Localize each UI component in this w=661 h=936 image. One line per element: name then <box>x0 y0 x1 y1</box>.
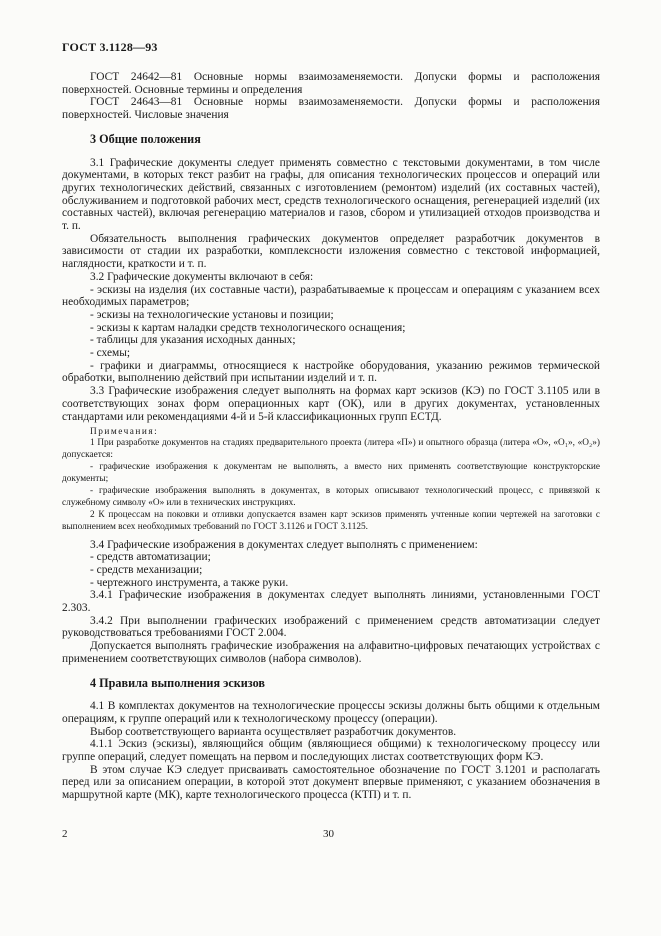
section-4-heading: 4 Правила выполнения эскизов <box>90 675 265 690</box>
paragraph-allowance: Допускается выполнять графические изображения на алфавитно-цифровых печатающих устройствах с применением соответствующих символов (набора символов). <box>62 640 600 665</box>
list-item: - таблицы для указания исходных данных; <box>90 334 296 347</box>
note-item: - графические изображения выполнять в документах, в которых описывают технологический процесс, с привязкой к служебному символу «О» или в технических инструкциях. <box>62 485 600 508</box>
paragraph-choice: Выбор соответствующего варианта осуществляет разработчик документов. <box>90 725 457 738</box>
list-item: - эскизы к картам наладки средств технологического оснащения; <box>90 321 406 334</box>
reference-gost-24642: ГОСТ 24642—81 Основные нормы взаимозаменяемости. Допуски формы и расположения поверхностей. Основные термины и определения <box>62 71 600 96</box>
paragraph-3-4: 3.4 Графические изображения в документах следует выполнять с применением: <box>90 538 478 551</box>
paragraph-3-4-1: 3.4.1 Графические изображения в документах следует выполнять линиями, установленными ГОСТ 2.303. <box>62 589 600 615</box>
reference-gost-24643: ГОСТ 24643—81 Основные нормы взаимозаменяемости. Допуски формы и расположения поверхностей. Числовые значения <box>62 96 600 122</box>
paragraph-4-1-1: 4.1.1 Эскиз (эскизы), являющийся общим (являющиеся общими) к технологическому процессу или группе операций, следует помещать на первом и последующих листах соответствующих форм КЭ. <box>62 738 600 764</box>
list-item: - чертежного инструмента, а также руки. <box>90 576 289 589</box>
list-item: - средств автоматизации; <box>90 551 211 564</box>
paragraph-3-4-2: 3.4.2 При выполнении графических изображений с применением средств автоматизации следует руководствоваться требованиями ГОСТ 2.004. <box>62 614 600 640</box>
list-item: - эскизы на технологические установы и позиции; <box>90 308 334 321</box>
list-item: - схемы; <box>90 347 131 360</box>
section-3-heading: 3 Общие положения <box>90 131 201 146</box>
paragraph-3-3: 3.3 Графические изображения следует выполнять на формах карт эскизов (КЭ) по ГОСТ 3.1105 или в соответствующих зонах форм операционных карт (ОК), или в других документах, установленных стандартами или рекомендациями 4-й и 5-й классификационных групп ЕСТД. <box>62 385 600 423</box>
page-number: 2 <box>62 828 68 840</box>
list-item: - средств механизации; <box>90 563 203 576</box>
paragraph-4-1: 4.1 В комплектах документов на технологические процессы эскизы должны быть общими к отдельным операциям, к группе операций или к технологическому процессу (операции). <box>62 700 600 725</box>
list-item: - графики и диаграммы, относящиеся к настройке оборудования, указанию режимов термической обработки, выполнению действий при испытании изделий и т. п. <box>62 359 600 385</box>
note-item: 1 При разработке документов на стадиях предварительного проекта (литера «П») и опытного образца (литера «О», «О₁», «О₂») допускается: <box>62 438 600 461</box>
page-header: ГОСТ 3.1128—93 <box>62 40 158 54</box>
sheet-number: 30 <box>323 828 334 840</box>
paragraph-obligation: Обязательность выполнения графических документов определяет разработчик документов в зависимости от стадии их разработки, комплексности изложения совместно с текстовой информацией, наглядности, краткости и т. п. <box>62 232 600 271</box>
notes-title: Примечания: <box>90 427 159 438</box>
main-content <box>62 71 600 802</box>
paragraph-designation: В этом случае КЭ следует присваивать самостоятельное обозначение по ГОСТ 3.1201 и располагать перед или за описанием операции, в которой этот документ впервые применяют, с указанием обозначения в маршрутной карте (МК), карте технологического процесса (КТП) и т. п. <box>62 763 600 802</box>
note-item: - графические изображения к документам не выполнять, а вместо них применять соответствующие конструкторские документы; <box>62 462 600 484</box>
note-item: 2 К процессам на поковки и отливки допускается взамен карт эскизов применять учтенные копии чертежей на заготовки с выполнением всех необходимых требований по ГОСТ 3.1126 и ГОСТ 3.1125. <box>62 509 600 532</box>
list-item: - эскизы на изделия (их составные части), разрабатываемые к процессам и операциям с указанием всех необходимых параметров; <box>62 283 600 309</box>
paragraph-3-2: 3.2 Графические документы включают в себя: <box>90 270 314 283</box>
paragraph-3-1: 3.1 Графические документы следует применять совместно с текстовыми документами, в том числе документами, в которых текст разбит на графы, для описания технологических процессов и операций или других технологических действий, связанных с изготовлением (ремонтом) изделий (их составных частей), обслуживанием и подготовкой рабочих мест, средств технологического оснащения, регенерацией изделий (их составных частей), включая регенерацию материалов и газов, сбором и утилизацией отходов производства и т. п. <box>62 156 600 233</box>
